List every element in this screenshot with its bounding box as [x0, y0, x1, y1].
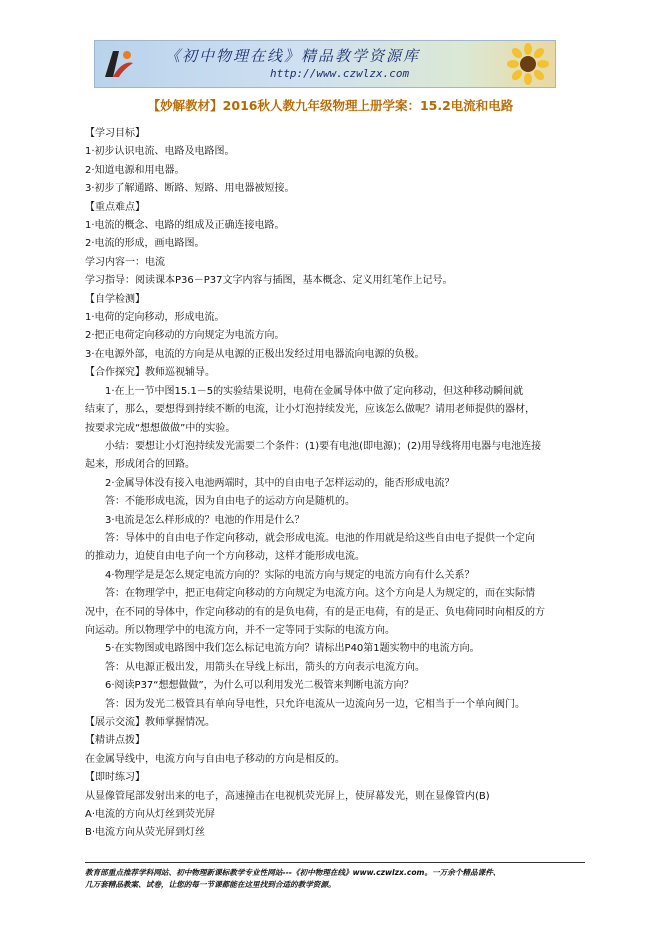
footer-line: 几万套精品教案、试卷，让您的每一节课都能在这里找到合适的教学资源。: [85, 880, 336, 889]
text-line: 答：导体中的自由电子作定向移动，就会形成电流。电池的作用就是给这些自由电子提供一个定向: [105, 532, 535, 544]
section-heading: 【重点难点】: [85, 201, 145, 213]
text-line: 答：从电源正极出发，用箭头在导线上标出，箭头的方向表示电流方向。: [105, 661, 425, 673]
banner-url: http://www.czwlzx.com: [270, 67, 410, 80]
page-footer: [85, 862, 585, 891]
text-line: 3·在电源外部，电流的方向是从电源的正极出发经过用电器流向电源的负极。: [85, 348, 425, 360]
text-line: 学习指导：阅读课本P36－P37文字内容与插图，基本概念、定义用红笔作上记号。: [85, 275, 453, 287]
footer-line: 教育部重点推荐学科网站、初中物理新课标教学专业性网站---《初中物理在线》www.czwlzx.com。一万余个精品课件、: [85, 868, 501, 877]
text-line: 答：在物理学中，把正电荷定向移动的方向规定为电流方向。这个方向是人为规定的，而在实际情: [105, 588, 535, 600]
text-line: 答：不能形成电流，因为自由电子的运动方向是随机的。: [105, 496, 355, 508]
document-body: [85, 125, 583, 843]
text-line: 1·电流的概念、电路的组成及正确连接电路。: [85, 220, 285, 232]
section-heading: 【学习目标】: [85, 128, 145, 139]
answer-option: A·电流的方向从灯丝到荧光屏: [85, 809, 216, 821]
section-heading: 【即时练习】: [85, 772, 145, 784]
text-line: 4·物理学是是怎么规定电流方向的？实际的电流方向与规定的电流方向有什么关系？: [105, 569, 475, 581]
document-title: 【妙解教材】2016秋人教九年级物理上册学案：15.2电流和电路: [147, 98, 514, 113]
text-line: 在金属导线中，电流方向与自由电子移动的方向是相反的。: [85, 753, 345, 765]
section-heading: 【精讲点拨】: [85, 735, 145, 747]
text-line: 2·电流的形成，画电路图。: [85, 238, 205, 250]
section-heading: 【合作探究】教师巡视辅导。: [85, 367, 215, 379]
header-banner: [94, 40, 556, 88]
text-line: 答：因为发光二极管具有单向导电性，只允许电流从一边流向另一边，它相当于一个单向阀门。: [105, 698, 525, 710]
text-line: 结束了，那么，要想得到持续不断的电流，让小灯泡持续发光，应该怎么做呢？请用老师提供的器材，: [85, 404, 535, 416]
text-line: 学习内容一：电流: [85, 256, 165, 268]
text-line: 2·知道电源和用电器。: [85, 164, 185, 176]
text-line: 2·金属导体没有接入电池两端时，其中的自由电子怎样运动的，能否形成电流？: [105, 477, 455, 489]
site-logo-icon: [101, 47, 135, 81]
text-line: 按要求完成“想想做做”中的实验。: [85, 422, 236, 434]
section-heading: 【展示交流】教师掌握情况。: [85, 717, 215, 728]
text-line: 2·把正电荷定向移动的方向规定为电流方向。: [85, 330, 285, 342]
text-line: 3·电流是怎么样形成的？电池的作用是什么？: [105, 514, 305, 526]
banner-title: 《初中物理在线》精品教学资源库: [165, 47, 421, 65]
section-heading: 【自学检测】: [85, 293, 145, 305]
text-line: 况中，在不同的导体中，作定向移动的有的是负电荷，有的是正电荷，有的是正、负电荷同时向相反的方: [85, 606, 545, 618]
text-line: 起来，形成闭合的回路。: [85, 459, 195, 471]
text-line: 小结：要想让小灯泡持续发光需要二个条件：(1)要有电池(即电源)；(2)用导线将用电器与电池连接: [105, 440, 542, 452]
text-line: 3·初步了解通路、断路、短路、用电器被短接。: [85, 183, 295, 195]
text-line: 1·初步认识电流、电路及电路图。: [85, 146, 235, 158]
text-line: 1·在上一节中图15.1－5的实验结果说明，电荷在金属导体中做了定向移动，但这种移动瞬间就: [105, 385, 524, 397]
text-line: 1·电荷的定向移动，形成电流。: [85, 312, 225, 324]
text-line: 从显像管尾部发射出来的电子，高速撞击在电视机荧光屏上，使屏幕发光，则在显像管内(B): [85, 790, 490, 802]
sunflower-icon: [507, 43, 549, 85]
answer-option: B·电流方向从荧光屏到灯丝: [85, 827, 206, 839]
text-line: 的推动力，迫使自由电子向一个方向移动，这样才能形成电流。: [85, 551, 365, 563]
text-line: 5·在实物图或电路图中我们怎么标记电流方向？请标出P40第1题实物中的电流方向。: [105, 643, 480, 655]
text-line: 向运动。所以物理学中的电流方向，并不一定等同于实际的电流方向。: [85, 624, 395, 636]
text-line: 6·阅读P37“想想做做”，为什么可以利用发光二极管来判断电流方向？: [105, 680, 414, 692]
